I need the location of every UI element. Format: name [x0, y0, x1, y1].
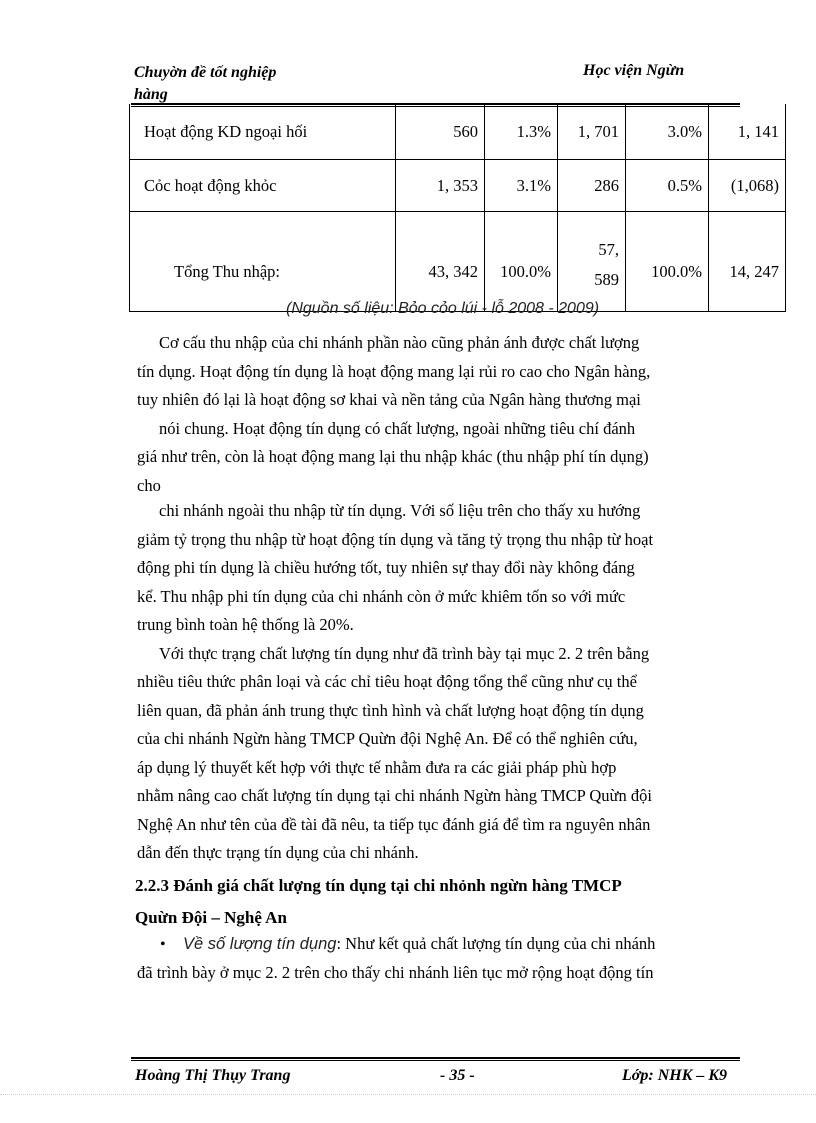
cell-value: 1, 141: [709, 104, 786, 160]
footer-page-number: - 35 -: [440, 1067, 475, 1084]
section-heading: [135, 870, 739, 934]
row-label: Tổng Thu nhập:: [130, 212, 396, 312]
heading-line1: 2.2.3 Đánh giá chất lượng tín dụng tại chi nhỏnh ngừn hàng TMCP: [135, 876, 622, 895]
text-line: nói chung. Hoạt động tín dụng có chất lượng, ngoài những tiêu chí đánh: [159, 418, 636, 438]
source-note: (Nguồn số liệu: Bỏo cỏo lúi - lỗ 2008 - 2009): [286, 300, 600, 317]
income-table: [129, 104, 786, 312]
cell-percent: 3.0%: [626, 104, 709, 160]
header-institution: Học viện Ngừn: [583, 62, 685, 79]
bullet-italic-lead: Về số lượng tín dụng: [183, 935, 337, 953]
text-line: kể. Thu nhập phi tín dụng của chi nhánh còn ở mức khiêm tốn so với mức: [137, 586, 626, 606]
footer-rule-thin: [131, 1060, 740, 1061]
text-line: áp dụng lý thuyết kết hợp với thực tế nhằm đưa ra các giải pháp phù hợp: [137, 757, 617, 777]
text-line: tuy nhiên đó lại là hoạt động sơ khai và nền tảng của Ngân hàng thương mại: [137, 390, 641, 409]
bullet-text: : Như kết quả chất lượng tín dụng của chi nhánh: [336, 934, 656, 953]
row-label: Hoạt động KD ngoại hối: [130, 104, 396, 160]
cell-value: (1,068): [709, 160, 786, 212]
header-title-line2: hàng: [134, 86, 168, 103]
cell-value-part2: 589: [594, 270, 619, 289]
header-title-line1: Chuyờn đề tốt nghiệp: [134, 64, 277, 81]
footer-rule: [131, 1057, 740, 1059]
text-line: tín dụng. Hoạt động tín dụng là hoạt động mang lại rủi ro cao cho Ngân hàng,: [137, 361, 651, 381]
heading-line2: Quừn Đội – Nghệ An: [135, 908, 287, 927]
cell-value-split: [558, 212, 626, 312]
text-line: giá như trên, còn là hoạt động mang lại thu nhập khác (thu nhập phí tín dụng): [137, 447, 649, 466]
bullet-paragraph: [137, 930, 737, 987]
cell-percent: 100.0%: [626, 212, 709, 312]
table-row: [130, 104, 786, 160]
text-line: liên quan, đã phản ánh trung thực tình hình và chất lượng hoạt động tín dụng: [137, 700, 644, 720]
row-label: Cỏc hoạt động khỏc: [130, 160, 396, 212]
text-line: Nghệ An như tên của đề tài đã nêu, ta tiếp tục đánh giá để tìm ra nguyên nhân: [137, 814, 651, 834]
text-line: của chi nhánh Ngừn hàng TMCP Quừn đội Nghệ An. Để có thể nghiên cứu,: [137, 729, 638, 748]
cell-percent: 100.0%: [485, 212, 558, 312]
text-line: dẫn đến thực trạng tín dụng của chi nhánh.: [137, 843, 419, 862]
bullet-marker: •: [160, 936, 166, 953]
cell-percent: 0.5%: [626, 160, 709, 212]
text-line: chi nhánh ngoài thu nhập từ tín dụng. Với số liệu trên cho thấy xu hướng: [159, 501, 641, 520]
table-row: [130, 160, 786, 212]
cell-value: 286: [558, 160, 626, 212]
cell-value: 560: [396, 104, 485, 160]
paragraph-1: [137, 329, 737, 500]
footer-author: Hoàng Thị Thụy Trang: [135, 1067, 291, 1084]
cell-percent: 1.3%: [485, 104, 558, 160]
text-line: Cơ cấu thu nhập của chi nhánh phần nào cũng phản ánh được chất lượng: [159, 333, 640, 352]
text-line: động phi tín dụng là chiều hướng tốt, tuy nhiên sự thay đổi này không đáng: [137, 558, 635, 577]
cell-value: 43, 342: [396, 212, 485, 312]
text-line: nhằm nâng cao chất lượng tín dụng tại chi nhánh Ngừn hàng TMCP Quừn đội: [137, 786, 652, 805]
footer-class: Lớp: NHK – K9: [622, 1067, 728, 1084]
text-line: [137, 930, 737, 959]
table-row-total: [130, 212, 786, 312]
cell-value: 1, 353: [396, 160, 485, 212]
text-line: trung bình toàn hệ thống là 20%.: [137, 615, 354, 634]
cell-value-part1: 57,: [598, 240, 619, 259]
text-line: giảm tỷ trọng thu nhập từ hoạt động tín dụng và tăng tỷ trọng thu nhập từ hoạt: [137, 529, 654, 549]
text-line: đã trình bày ở mục 2. 2 trên cho thấy chi nhánh liên tục mở rộng hoạt động tín: [137, 962, 654, 982]
page-edge-dotted: [0, 1094, 816, 1095]
cell-percent: 3.1%: [485, 160, 558, 212]
paragraph-2: [137, 497, 737, 868]
text-line: Với thực trạng chất lượng tín dụng như đã trình bày tại mục 2. 2 trên bằng: [159, 643, 650, 663]
cell-value: 1, 701: [558, 104, 626, 160]
text-line: cho: [137, 475, 161, 495]
text-line: nhiều tiêu thức phân loại và các chỉ tiêu hoạt động tổng thể cũng như cụ thể: [137, 672, 637, 691]
cell-value: 14, 247: [709, 212, 786, 312]
header-doc-title: [134, 62, 276, 106]
